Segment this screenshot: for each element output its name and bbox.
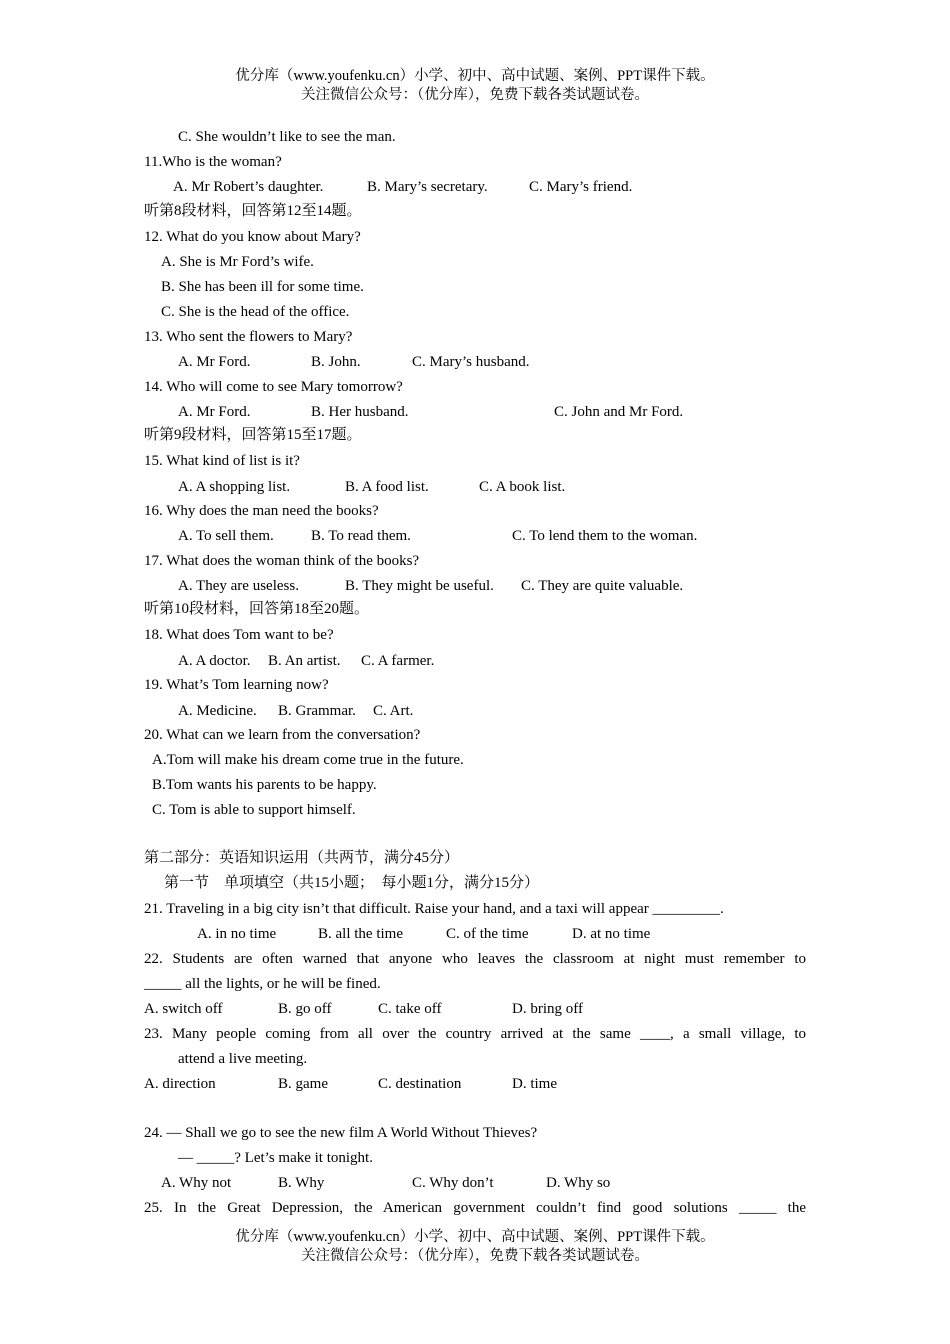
q25-stem-line1: 25. In the Great Depression, the American government couldn’t find good solutions _____ the: [144, 1200, 806, 1216]
q12-stem: 12. What do you know about Mary?: [144, 229, 361, 245]
q14-option-a: A. Mr Ford.: [178, 404, 251, 420]
q12-option-a: A. She is Mr Ford’s wife.: [161, 254, 314, 270]
q15-option-a: A. A shopping list.: [178, 479, 291, 495]
q23-option-d: D. time: [512, 1076, 557, 1092]
section-9-instruction: 听第9段材料，回答第15至17题。: [144, 427, 362, 443]
q22-stem-line2: _____ all the lights, or he will be fined.: [144, 976, 381, 992]
q24-option-a: A. Why not: [161, 1175, 232, 1191]
section-8-instruction: 听第8段材料，回答第12至14题。: [144, 203, 362, 219]
page-header-line2: 关注微信公众号：（优分库），免费下载各类试题试卷。: [301, 87, 649, 103]
section-10-instruction: 听第10段材料，回答第18至20题。: [144, 601, 370, 617]
q21-stem: 21. Traveling in a big city isn’t that difficult. Raise your hand, and a taxi will appear _________.: [144, 901, 724, 917]
q15-stem: 15. What kind of list is it?: [144, 453, 300, 469]
q11-option-b: B. Mary’s secretary.: [367, 179, 488, 195]
q12-option-b: B. She has been ill for some time.: [161, 279, 364, 295]
q17-option-b: B. They might be useful.: [345, 578, 494, 594]
q17-option-c: C. They are quite valuable.: [521, 578, 684, 594]
part2-section1-title: 第一节 单项填空（共15小题； 每小题1分，满分15分）: [164, 875, 540, 891]
q24-stem-line2: — _____? Let’s make it tonight.: [178, 1150, 373, 1166]
q18-option-b: B. An artist.: [268, 653, 341, 669]
q11-option-a: A. Mr Robert’s daughter.: [173, 179, 324, 195]
q13-option-c: C. Mary’s husband.: [412, 354, 530, 370]
q22-option-b: B. go off: [278, 1001, 332, 1017]
q16-option-b: B. To read them.: [311, 528, 411, 544]
q23-stem-line1: 23. Many people coming from all over the country arrived at the same ____, a small village, to: [144, 1026, 806, 1042]
q12-option-c: C. She is the head of the office.: [161, 304, 350, 320]
q24-option-d: D. Why so: [546, 1175, 611, 1191]
q19-stem: 19. What’s Tom learning now?: [144, 677, 329, 693]
page-header-line1: 优分库（www.youfenku.cn）小学、初中、高中试题、案例、PPT课件下载。: [235, 68, 715, 84]
q18-option-c: C. A farmer.: [361, 653, 435, 669]
q20-option-a: A.Tom will make his dream come true in the future.: [152, 752, 464, 768]
q16-option-a: A. To sell them.: [178, 528, 274, 544]
q19-option-b: B. Grammar.: [278, 703, 356, 719]
q24-option-c: C. Why don’t: [412, 1175, 494, 1191]
q21-option-c: C. of the time: [446, 926, 529, 942]
q14-option-c: C. John and Mr Ford.: [554, 404, 684, 420]
q11-option-c: C. Mary’s friend.: [529, 179, 633, 195]
page-footer-line2: 关注微信公众号：（优分库），免费下载各类试题试卷。: [301, 1248, 649, 1264]
q13-option-b: B. John.: [311, 354, 361, 370]
q20-option-b: B.Tom wants his parents to be happy.: [152, 777, 377, 793]
q10-option-c: C. She wouldn’t like to see the man.: [178, 129, 396, 145]
q15-option-c: C. A book list.: [479, 479, 566, 495]
page-footer-line1: 优分库（www.youfenku.cn）小学、初中、高中试题、案例、PPT课件下载。: [235, 1229, 715, 1245]
q22-option-a: A. switch off: [144, 1001, 223, 1017]
q23-stem-line2: attend a live meeting.: [178, 1051, 308, 1067]
q16-option-c: C. To lend them to the woman.: [512, 528, 698, 544]
q14-stem: 14. Who will come to see Mary tomorrow?: [144, 379, 403, 395]
q23-option-c: C. destination: [378, 1076, 462, 1092]
q17-stem: 17. What does the woman think of the books?: [144, 553, 420, 569]
q13-option-a: A. Mr Ford.: [178, 354, 251, 370]
q15-option-b: B. A food list.: [345, 479, 429, 495]
q18-stem: 18. What does Tom want to be?: [144, 627, 334, 643]
q21-option-b: B. all the time: [318, 926, 403, 942]
q14-option-b: B. Her husband.: [311, 404, 409, 420]
q16-stem: 16. Why does the man need the books?: [144, 503, 379, 519]
part2-title: 第二部分：英语知识运用（共两节，满分45分）: [144, 850, 460, 866]
q24-stem-line1: 24. — Shall we go to see the new film A World Without Thieves?: [144, 1125, 538, 1141]
q22-stem-line1: 22. Students are often warned that anyone who leaves the classroom at night must remember to: [144, 951, 806, 967]
q11-stem: 11.Who is the woman?: [144, 154, 282, 170]
q19-option-c: C. Art.: [373, 703, 414, 719]
q21-option-d: D. at no time: [572, 926, 651, 942]
q23-option-b: B. game: [278, 1076, 328, 1092]
q23-option-a: A. direction: [144, 1076, 216, 1092]
q19-option-a: A. Medicine.: [178, 703, 257, 719]
q18-option-a: A. A doctor.: [178, 653, 251, 669]
q20-stem: 20. What can we learn from the conversation?: [144, 727, 421, 743]
q24-option-b: B. Why: [278, 1175, 325, 1191]
q21-option-a: A. in no time: [197, 926, 277, 942]
q22-option-c: C. take off: [378, 1001, 442, 1017]
q17-option-a: A. They are useless.: [178, 578, 299, 594]
q20-option-c: C. Tom is able to support himself.: [152, 802, 356, 818]
q22-option-d: D. bring off: [512, 1001, 583, 1017]
q13-stem: 13. Who sent the flowers to Mary?: [144, 329, 353, 345]
